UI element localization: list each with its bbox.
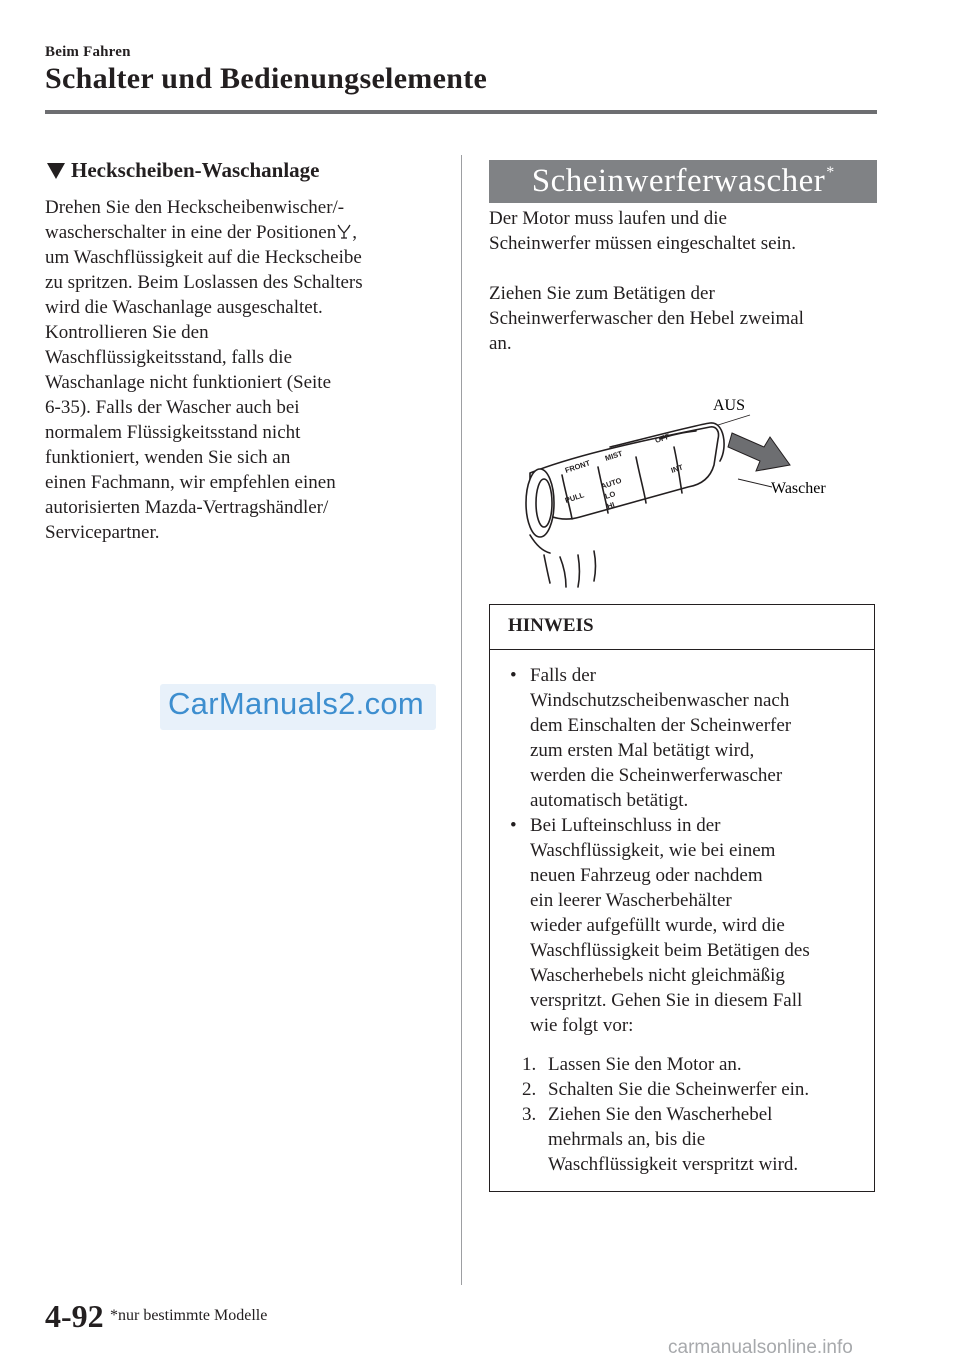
lever-illustration: [510, 395, 850, 590]
optional-marker: *: [826, 164, 835, 181]
text-line: autorisierten Mazda-Vertragshändler/: [45, 497, 329, 518]
text-line: neuen Fahrzeug oder nachdem: [530, 865, 763, 886]
text-line: Lassen Sie den Motor an.: [548, 1054, 742, 1075]
banner-title: Scheinwerferwascher: [531, 163, 826, 199]
text-line: mehrmals an, bis die: [548, 1129, 706, 1150]
text-line: Waschflüssigkeit, wie bei einem: [530, 840, 776, 861]
step-item: [522, 1052, 866, 1077]
switch-label: LO: [603, 489, 617, 501]
switch-label: PULL: [563, 490, 586, 505]
section-label: Beim Fahren: [45, 44, 131, 60]
text-line: Servicepartner.: [45, 522, 160, 543]
right-column: [489, 206, 874, 356]
step-number: 2.: [522, 1079, 537, 1100]
text-line: funktioniert, wenden Sie sich an: [45, 447, 291, 468]
text-line: einen Fachmann, wir empfehlen einen: [45, 472, 336, 493]
bullet-mark: •: [510, 815, 517, 836]
text-line: wird die Waschanlage ausgeschaltet.: [45, 297, 323, 318]
text-line: Bei Lufteinschluss in der: [530, 815, 721, 836]
step-number: 1.: [522, 1054, 537, 1075]
note-box: [489, 604, 875, 1192]
text-span: ,: [352, 222, 357, 243]
step-item: [522, 1077, 866, 1102]
text-line: Windschutzscheibenwascher nach: [530, 690, 790, 711]
switch-label: AUTO: [599, 475, 623, 491]
text-line: wie folgt vor:: [530, 1015, 634, 1036]
leader-line: [718, 415, 750, 425]
text-line: um Waschflüssigkeit auf die Heckscheibe: [45, 247, 362, 268]
text-line: dem Einschalten der Scheinwerfer: [530, 715, 792, 736]
switch-label: OFF: [653, 431, 671, 445]
subheading: [45, 158, 445, 183]
left-column: [45, 158, 445, 545]
pull-arrow-icon: [728, 433, 790, 471]
text-line: automatisch betätigt.: [530, 790, 689, 811]
text-line: Waschflüssigkeitsstand, falls die: [45, 347, 293, 368]
switch-label: MIST: [603, 448, 624, 463]
body-paragraph: [45, 195, 445, 545]
text-line: Schalten Sie die Scheinwerfer ein.: [548, 1079, 810, 1100]
text-line: Drehen Sie den Heckscheibenwischer/-: [45, 197, 345, 218]
text-line: Scheinwerfer müssen eingeschaltet sein.: [489, 233, 797, 254]
switch-label: HI: [605, 500, 616, 511]
footnote: *nur bestimmte Modelle: [110, 1307, 268, 1324]
text-line: verspritzt. Gehen Sie in diesem Fall: [530, 990, 803, 1011]
switch-label: FRONT: [563, 458, 592, 475]
text-line: Waschanlage nicht funktioniert (Seite: [45, 372, 332, 393]
step-item: [522, 1102, 866, 1177]
step-number: 3.: [522, 1104, 537, 1125]
text-line: Wascherhebels nicht gleichmäßig: [530, 965, 785, 986]
text-line: an.: [489, 333, 512, 354]
subheading-text: Heckscheiben-Waschanlage: [71, 158, 320, 182]
text-line: Scheinwerferwascher den Hebel zweimal: [489, 308, 804, 329]
text-line: 6-35). Falls der Wascher auch bei: [45, 397, 300, 418]
page-title: Schalter und Bedienungselemente: [45, 62, 488, 95]
text-line: normalem Flüssigkeitsstand nicht: [45, 422, 301, 443]
text-line: zu spritzen. Beim Loslassen des Schalters: [45, 272, 363, 293]
note-heading: HINWEIS: [508, 615, 594, 636]
note-bullet: [508, 663, 866, 813]
label-aus: AUS: [713, 397, 746, 414]
text-line: Waschflüssigkeit beim Betätigen des: [530, 940, 810, 961]
text-line: Falls der: [530, 665, 596, 686]
note-body: [490, 650, 874, 1177]
text-line: ein leerer Wascherbehälter: [530, 890, 732, 911]
text-line: [45, 220, 445, 245]
text-line: zum ersten Mal betätigt wird,: [530, 740, 755, 761]
bullet-mark: •: [510, 665, 517, 686]
switch-label: INT: [669, 462, 685, 475]
page-number: 4-92: [45, 1298, 104, 1334]
washer-symbol-icon: [337, 224, 351, 240]
text-line: wieder aufgefüllt wurde, wird die: [530, 915, 785, 936]
text-span: wascherschalter in eine der Positionen: [45, 222, 337, 243]
text-line: Kontrollieren Sie den: [45, 322, 209, 343]
text-line: Der Motor muss laufen und die: [489, 208, 727, 229]
text-line: Ziehen Sie zum Betätigen der: [489, 283, 715, 304]
numbered-steps: [508, 1052, 866, 1177]
text-line: Waschflüssigkeit verspritzt wird.: [548, 1154, 799, 1175]
triangle-marker-icon: [47, 163, 65, 179]
leader-line: [738, 479, 772, 487]
column-divider: [461, 155, 462, 1285]
watermark-logo[interactable]: CarManuals2.com: [168, 686, 425, 721]
text-line: Ziehen Sie den Wascherhebel: [548, 1104, 773, 1125]
header-rule: [45, 110, 877, 114]
note-bullet: [508, 813, 866, 1038]
label-wascher: Wascher: [771, 480, 826, 497]
text-line: werden die Scheinwerferwascher: [530, 765, 783, 786]
footer-site-watermark[interactable]: carmanualsonline.info: [668, 1337, 853, 1358]
section-banner: [489, 160, 877, 203]
